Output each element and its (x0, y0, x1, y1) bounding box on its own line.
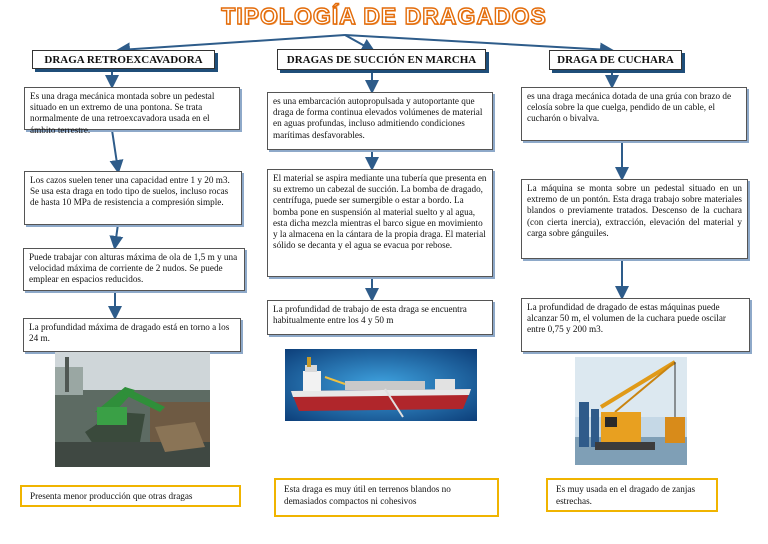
retro-definition-box: Es una draga mecánica montada sobre un pedestal situado en un extremo de una pontona. Se trata normalmente de una retroexcavadora usada en el ámbito terrestre. (24, 87, 240, 130)
header-draga-retroexcavadora: DRAGA RETROEXCAVADORA (32, 50, 215, 69)
cuchara-definition-box: es una draga mecánica dotada de una grúa con brazo de celosía sobre la que cuelga, pendido de un cable, el cucharón o bivalva. (521, 87, 747, 141)
retro-capacity-box: Los cazos suelen tener una capacidad entre 1 y 20 m3. Se usa esta draga en todo tipo de suelos, incluso rocas de hasta 10 MPa de resistencia a compresión simple. (24, 171, 242, 225)
retro-conditions-box: Puede trabajar con alturas máxima de ola de 1,5 m y una velocidad máxima de corriente de 2 nudos. Se puede emplear en espacios reducidos. (23, 248, 245, 291)
header-draga-cuchara: DRAGA DE CUCHARA (549, 50, 682, 70)
succion-note-box: Esta draga es muy útil en terrenos blandos no demasiados compactos ni cohesivos (274, 478, 499, 517)
trailing-suction-dredger-photo (285, 349, 477, 421)
retro-note-box: Presenta menor producción que otras dragas (20, 485, 241, 507)
succion-definition-box: es una embarcación autopropulsada y autoportante que draga de forma continua elevados volúmenes de material en aguas profundas, incluso admitiendo condiciones marítimas desfavorables. (267, 92, 493, 150)
header-dragas-succion: DRAGAS DE SUCCIÓN EN MARCHA (277, 49, 486, 70)
succion-process-box: El material se aspira mediante una tubería que presenta en su extremo un cabezal de succión. La bomba de dragado, centrífuga, puede ser sumergible o estar a bordo. La bomba pone en suspensión al material suelto y al agua, esta dicha mezcla mientras el barco sigue en movimiento y la almacena en la cántara de la propia draga. El material sólido se decanta y el agua se evacua por rebose. (267, 169, 493, 277)
backhoe-dredger-photo (55, 352, 210, 467)
succion-depth-box: La profundidad de trabajo de esta draga se encuentra habitualmente entre los 4 y 50 m (267, 300, 493, 335)
cuchara-depth-box: La profundidad de dragado de estas máquinas puede alcanzar 50 m, el volumen de la cuchara puede oscilar entre 0,75 y 200 m3. (521, 298, 750, 352)
cuchara-operation-box: La máquina se monta sobre un pedestal situado en un extremo de un pontón. Esta draga trabajo sobre materiales blandos o previamente tratados. Descenso de la cuchara (con cierta inercia), extracción, elevación del material y carga sobre gánguiles. (521, 179, 748, 259)
page-title: TIPOLOGÍA DE DRAGADOS (221, 3, 547, 29)
clamshell-dredger-photo (575, 357, 687, 465)
retro-depth-box: La profundidad máxima de dragado está en torno a los 24 m. (23, 318, 241, 352)
cuchara-note-box: Es muy usada en el dragado de zanjas estrechas. (546, 478, 718, 512)
